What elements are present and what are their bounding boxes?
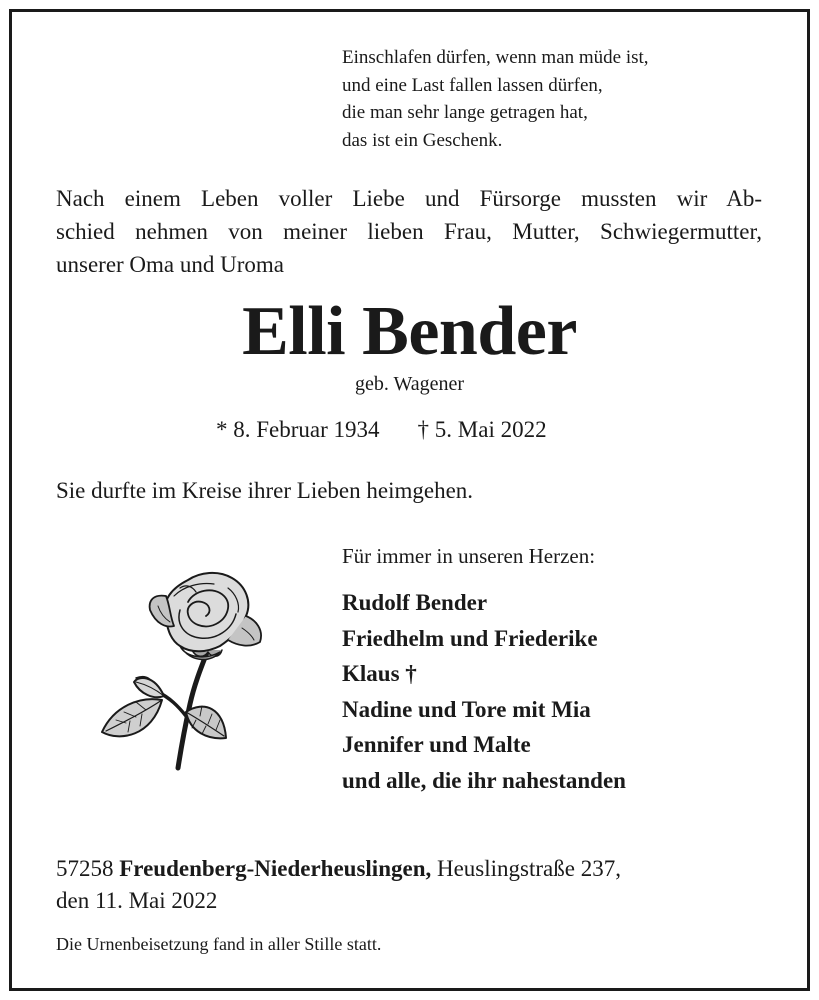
mourner-name: Nadine und Tore mit Mia	[342, 696, 591, 722]
hearts-line: Für immer in unseren Herzen:	[342, 544, 596, 568]
address-block	[56, 853, 621, 917]
mourner-name: Rudolf Bender	[342, 590, 488, 615]
street: Heuslingstraße 237,	[436, 856, 621, 881]
deceased-name: Elli Bender	[242, 293, 577, 370]
poem-line: die man sehr lange getragen hat,	[342, 102, 588, 123]
intro-line: unserer Oma und Uroma	[56, 252, 285, 277]
date-line: den 11. Mai 2022	[56, 888, 218, 913]
poem	[342, 44, 649, 154]
intro-line: Nach einem Leben voller Liebe und Fürsorge mussten wir Ab-	[56, 186, 762, 211]
postcode: 57258	[56, 856, 114, 881]
mourner-name: Jennifer und Malte	[342, 732, 531, 758]
intro-text	[56, 182, 762, 281]
birth-date: * 8. Februar 1934	[216, 417, 380, 442]
mourner-name: und alle, die ihr nahestanden	[342, 767, 626, 793]
death-date: † 5. Mai 2022	[417, 417, 547, 442]
mourner-name: Klaus †	[342, 661, 417, 687]
life-dates	[216, 416, 547, 444]
address-line	[56, 853, 621, 885]
poem-line: und eine Last fallen lassen dürfen,	[342, 74, 603, 96]
poem-line: das ist ein Geschenk.	[342, 129, 503, 151]
poem-line: Einschlafen dürfen, wenn man müde ist,	[342, 47, 649, 68]
mourners-list	[342, 585, 626, 799]
birth-name: geb. Wagener	[354, 373, 465, 395]
rose-icon	[96, 566, 272, 772]
town: Freudenberg-Niederheuslingen,	[119, 856, 432, 881]
intro-line: schied nehmen von meiner lieben Frau, Mutter, Schwiegermutter,	[56, 219, 762, 244]
burial-notice: Die Urnenbeisetzung fand in aller Stille statt.	[56, 934, 382, 954]
passage-text: Sie durfte im Kreise ihrer Lieben heimgehen.	[56, 478, 474, 503]
mourner-name: Friedhelm und Friederike	[342, 625, 598, 651]
